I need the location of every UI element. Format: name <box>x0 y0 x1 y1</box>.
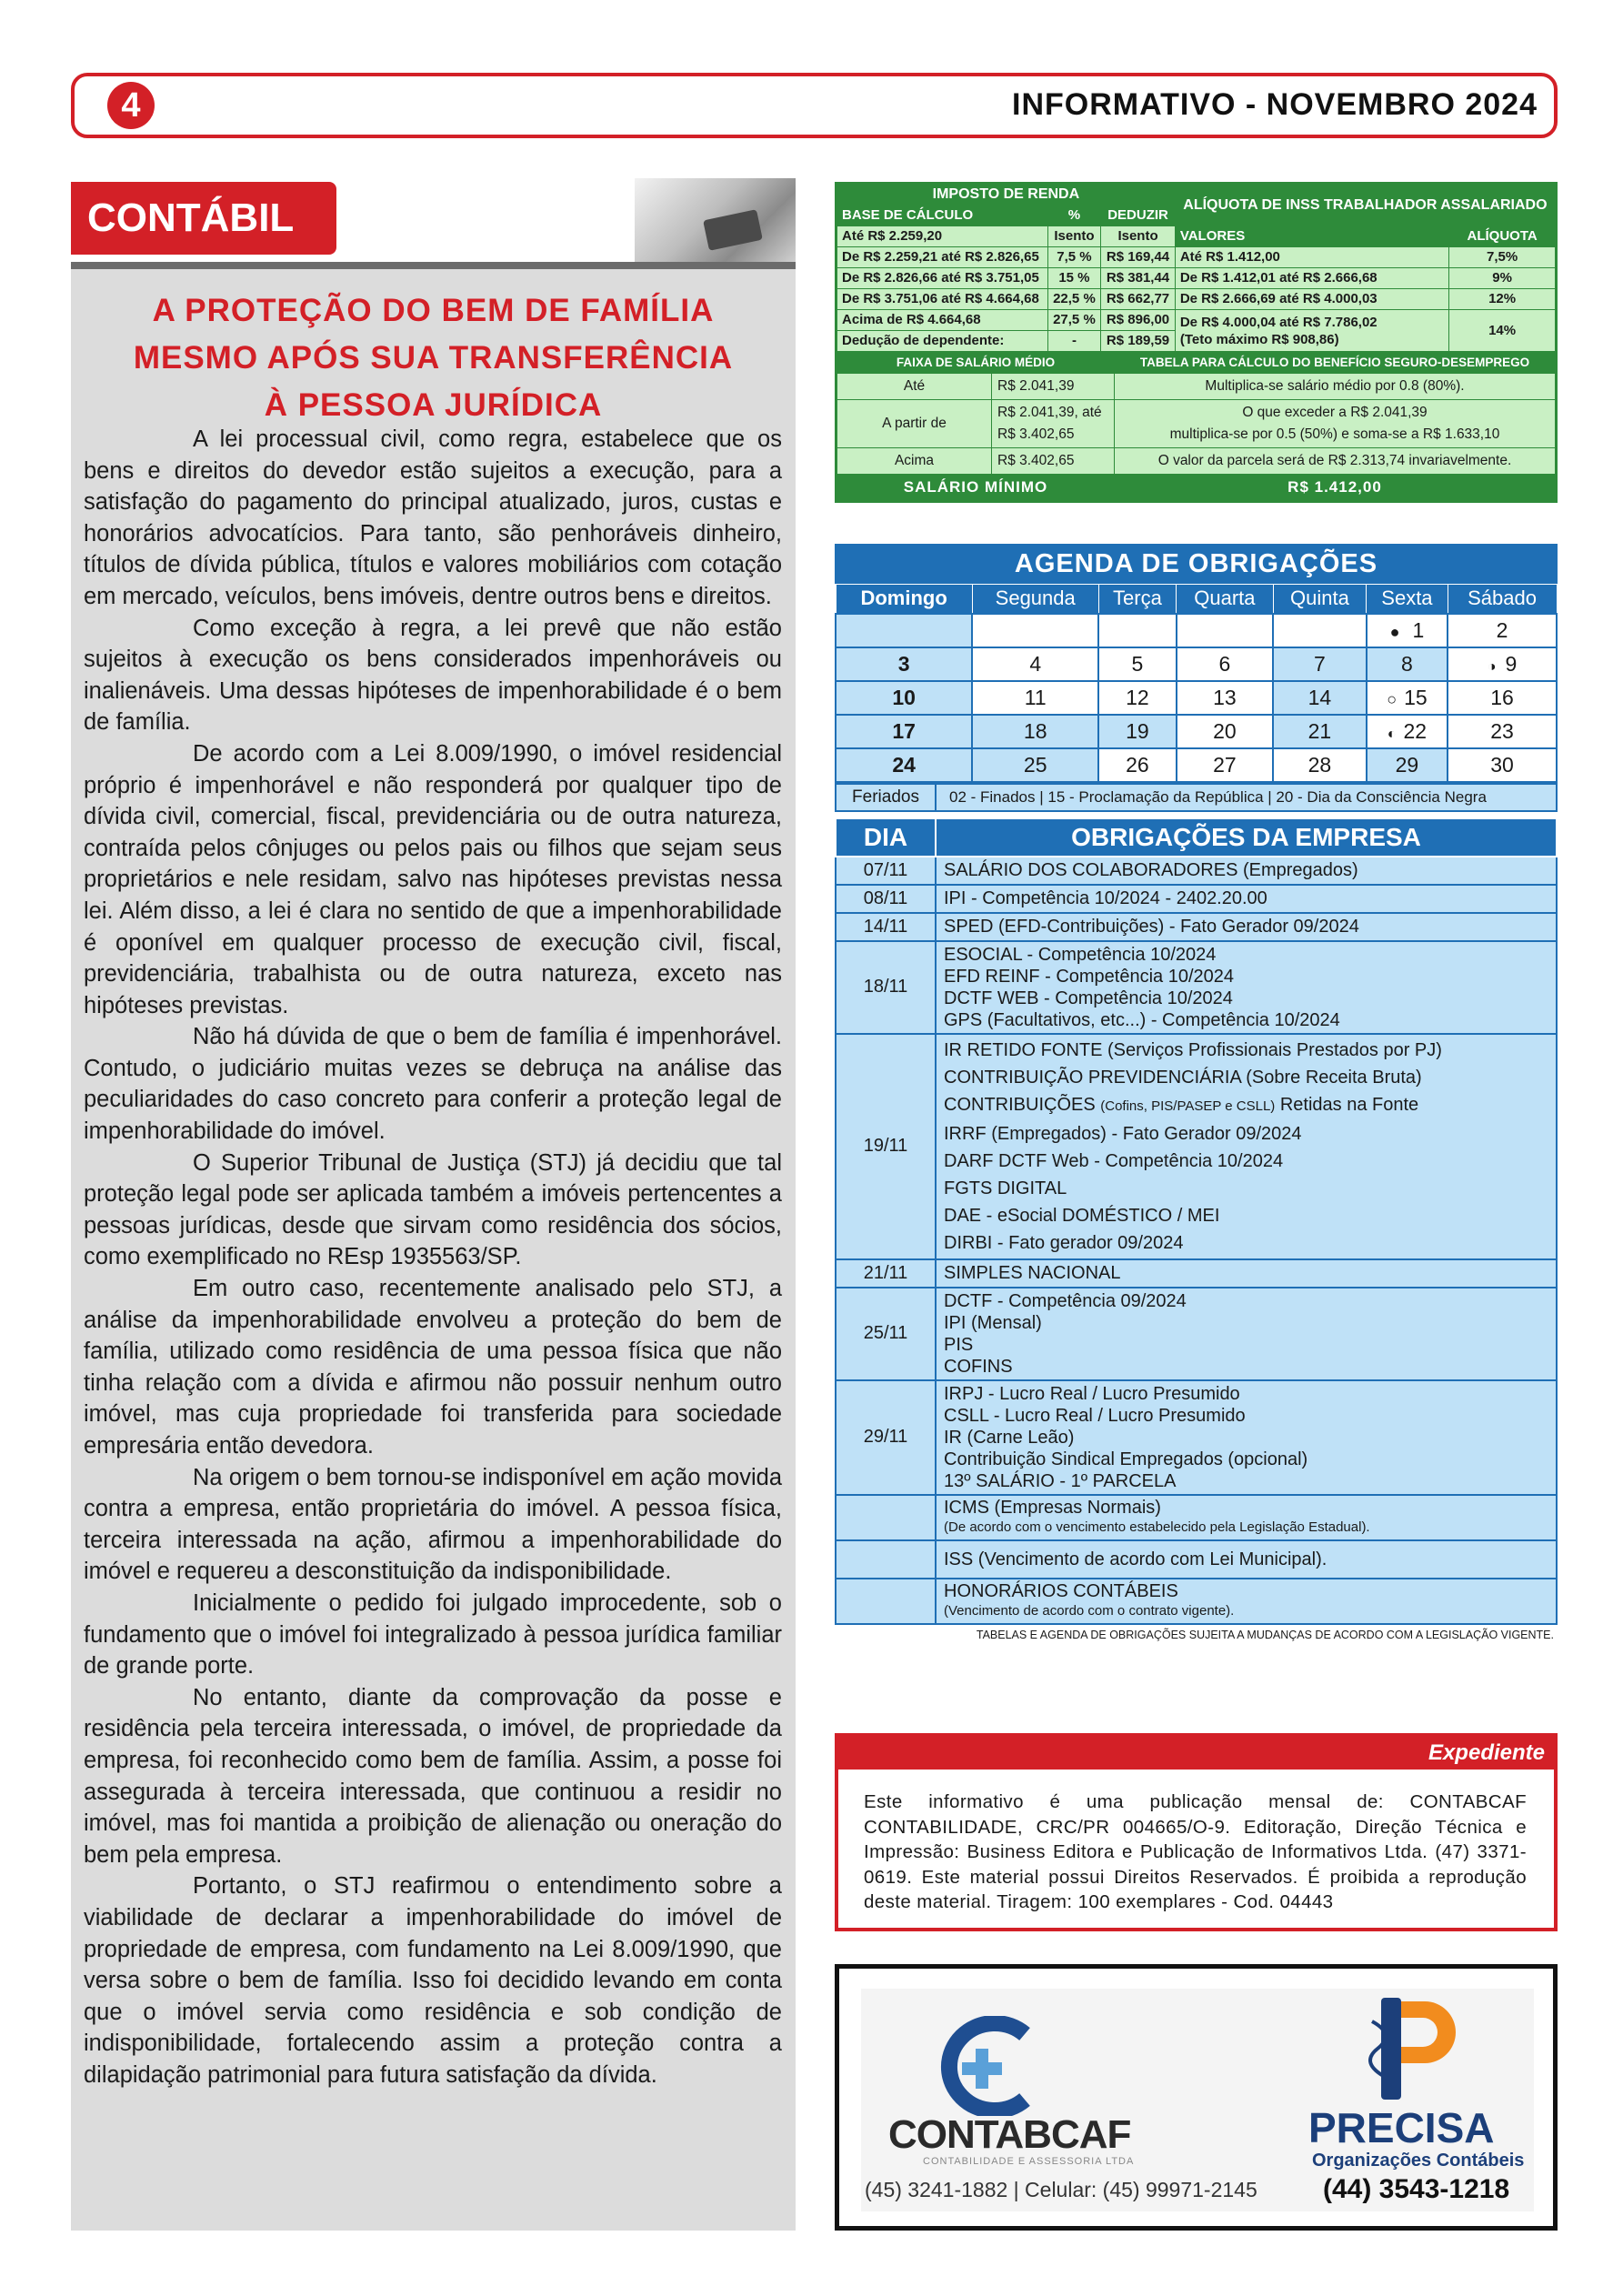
obligation-item: EFD REINF - Competência 10/2024 <box>944 966 1235 987</box>
calendar-day: 18 <box>972 715 1098 748</box>
ir-cell: 22,5 % <box>1047 289 1101 310</box>
ir-cell: R$ 169,44 <box>1101 247 1176 268</box>
obligation-item: GPS (Facultativos, etc...) - Competência 10/2024 <box>944 1009 1340 1030</box>
calendar-day: 10 <box>836 681 972 715</box>
obligation-date: 19/11 <box>836 1034 936 1259</box>
calculator-photo <box>635 178 796 266</box>
ir-col-ded: DEDUZIR <box>1101 206 1176 226</box>
calendar-day: 30 <box>1448 748 1557 782</box>
article-title-line: MESMO APÓS SUA TRANSFERÊNCIA <box>133 340 734 376</box>
article-paragraph: Na origem o bem tornou-se indisponível em ação movida contra a empresa, então proprietária do imóvel. A pessoa física, terceira interessada na ação, afirmou a impenhorabilidade do imóvel e requereu a desconstituição da indisponibilidade. <box>84 1464 782 1585</box>
calendar-day <box>1367 614 1448 647</box>
seguro-rule-line: multiplica-se por 0.5 (50%) e soma-se a R$ 1.633,10 <box>1169 426 1500 442</box>
obligation-items <box>936 941 1557 1034</box>
article-paragraph: A lei processual civil, como regra, estabelece que os bens e direitos do devedor estão sujeitos a execução, para a satisfação do pagamento do principal atualizado, juros, custas e honorários advocatícios. Para tanto, são penhoráveis dinheiro, títulos de dívida pública, títulos e valores mobiliários com cotação em mercado, veículos, bens imóveis, dentre outros bens e direitos. <box>84 426 782 609</box>
ir-col-base: BASE DE CÁLCULO <box>837 206 1048 226</box>
ir-cell: De R$ 2.259,21 até R$ 2.826,65 <box>837 247 1048 268</box>
calendar-day: 5 <box>1098 647 1176 681</box>
seguro-cell: Acima <box>837 448 992 475</box>
inss-title: ALÍQUOTA DE INSS TRABALHADOR ASSALARIADO <box>1175 185 1555 226</box>
precisa-logo-icon <box>1359 1994 1467 2103</box>
precisa-subtitle: Organizações Contábeis <box>1312 2151 1525 2171</box>
ir-cell: Até R$ 2.259,20 <box>837 226 1048 247</box>
calendar-day: 2 <box>1448 614 1557 647</box>
obligation-item: DCTF - Competência 09/2024 <box>944 1290 1187 1311</box>
calendar-day: 8 <box>1367 647 1448 681</box>
seguro-desemprego-table <box>837 352 1556 501</box>
inss-last-range: De R$ 4.000,04 até R$ 7.786,02 <box>1179 314 1378 330</box>
calendar-day-header: Quinta <box>1273 585 1367 614</box>
obligation-item: SALÁRIO DOS COLABORADORES (Empregados) <box>936 857 1557 885</box>
obligation-item-text: Retidas na Fonte <box>1279 1094 1419 1115</box>
article-title <box>71 287 796 429</box>
salario-minimo-label: SALÁRIO MÍNIMO <box>837 475 1115 501</box>
obligation-date: 25/11 <box>836 1288 936 1380</box>
seguro-cell: A partir de <box>837 400 992 448</box>
obligation-date: 07/11 <box>836 857 936 885</box>
obligation-date: 08/11 <box>836 885 936 913</box>
article-paragraph: Não há dúvida de que o bem de família é impenhorável. Contudo, o judiciário muitas vezes se debruça na análise das peculiaridades do caso concreto para conferir a proteção legal de impenhorabilidade do imóvel. <box>84 1024 782 1145</box>
obligation-item: IPI (Mensal) <box>944 1312 1042 1333</box>
calendar-day: 26 <box>1098 748 1176 782</box>
obligation-items <box>936 1495 1557 1540</box>
inss-cell: 12% <box>1449 289 1556 310</box>
article-paragraph: O Superior Tribunal de Justiça (STJ) já decidiu que tal proteção legal pode ser aplicada também a imóveis pertencentes a pessoas jurídicas, desde que sirvam como residência dos sócios, como exemplificado no REsp 1935563/SP. <box>84 1149 782 1270</box>
inss-ceiling: (Teto máximo R$ 908,86) <box>1179 331 1339 347</box>
calendar <box>835 584 1558 783</box>
seguro-cell <box>992 400 1115 448</box>
obligation-note: (Vencimento de acordo com o contrato vigente). <box>944 1602 1235 1619</box>
full-moon-icon: ● <box>1389 622 1400 641</box>
calendar-day <box>1098 614 1176 647</box>
ir-cell: - <box>1047 331 1101 352</box>
inss-cell: 9% <box>1449 268 1556 289</box>
logos-panel <box>861 1989 1534 2211</box>
seguro-cell <box>1115 400 1556 448</box>
new-moon-icon: ○ <box>1387 689 1398 708</box>
holidays-list: 02 - Finados | 15 - Proclamação da República | 20 - Dia da Consciência Negra <box>949 787 1487 806</box>
calendar-day: 17 <box>836 715 972 748</box>
seguro-cell: O valor da parcela será de R$ 2.313,74 invariavelmente. <box>1115 448 1556 475</box>
calendar-day <box>1367 681 1448 715</box>
ir-title: IMPOSTO DE RENDA <box>837 185 1176 206</box>
calendar-day-header: Terça <box>1098 585 1176 614</box>
article-paragraph: De acordo com a Lei 8.009/1990, o imóvel residencial próprio é impenhorável e não responderá por qualquer tipo de dívida civil, comercial, fiscal, previdenciária ou de outra natureza, contraída pelos cônjuges ou pelos pais ou filhos que sejam seus proprietários e nele residam, salvo nas hipóteses previstas nessa lei. Além disso, a lei é clara no sentido de que a impenhorabilidade é oponível em qualquer processo de execução civil, fiscal, previdenciária, trabalhista ou de outra natureza, exceto nas hipóteses previstas. <box>84 740 782 1018</box>
ir-cell: Acima de R$ 4.664,68 <box>837 310 1048 331</box>
seguro-col-tabela: TABELA PARA CÁLCULO DO BENEFÍCIO SEGURO-DESEMPREGO <box>1115 353 1556 374</box>
obligation-item: 13º SALÁRIO - 1º PARCELA <box>944 1470 1177 1491</box>
obligation-item: DAE - eSocial DOMÉSTICO / MEI <box>944 1205 1220 1226</box>
calendar-day: 28 <box>1273 748 1367 782</box>
obligations-table <box>835 817 1558 1625</box>
ir-cell: R$ 896,00 <box>1101 310 1176 331</box>
precisa-name: PRECISA <box>1308 2104 1495 2151</box>
article-paragraph: Como exceção à regra, a lei prevê que não estão sujeitos à execução os bens considerados impenhoráveis ou inalienáveis. Uma dessas hipóteses de impenhorabilidade é o bem de família. <box>84 615 782 736</box>
ir-cell: 7,5 % <box>1047 247 1101 268</box>
calendar-day-number: 1 <box>1412 617 1425 642</box>
calendar-day: 29 <box>1367 748 1448 782</box>
calendar-day: 14 <box>1273 681 1367 715</box>
seguro-cell: Multiplica-se salário médio por 0.8 (80%). <box>1115 374 1556 400</box>
calendar-day: 16 <box>1448 681 1557 715</box>
obligation-item: DCTF WEB - Competência 10/2024 <box>944 988 1233 1008</box>
obligation-item: IRRF (Empregados) - Fato Gerador 09/2024 <box>944 1123 1302 1144</box>
page-header <box>71 73 1558 138</box>
obligation-note: (De acordo com o vencimento estabelecido pela Legislação Estadual). <box>944 1519 1370 1535</box>
obligations-col-dia: DIA <box>836 818 936 857</box>
article-paragraph: No entanto, diante da comprovação da posse e residência pela terceira interessada, o imóvel, de propriedade da empresa, foi reconhecido como bem de família. Assim, a posse foi assegurada à terceira interessada, que continuou a residir no imóvel, mas foi mantida a proibição de alienação ou oneração do bem pela empresa. <box>84 1684 782 1868</box>
calendar-day: 20 <box>1177 715 1273 748</box>
inss-cell: Até R$ 1.412,00 <box>1175 247 1448 268</box>
ir-cell: R$ 189,59 <box>1101 331 1176 352</box>
obligation-item: CONTRIBUIÇÃO PREVIDENCIÁRIA (Sobre Receita Bruta) <box>944 1067 1422 1088</box>
obligation-item: FGTS DIGITAL <box>944 1178 1067 1198</box>
seguro-cell: R$ 2.041,39 <box>992 374 1115 400</box>
obligation-item: SIMPLES NACIONAL <box>936 1259 1557 1288</box>
ir-cell: De R$ 2.826,66 até R$ 3.751,05 <box>837 268 1048 289</box>
income-tax-inss-table <box>837 184 1556 352</box>
waning-moon-icon: ◑ <box>1487 658 1497 675</box>
salario-minimo-value: R$ 1.412,00 <box>1115 475 1556 501</box>
inss-cell: De R$ 1.412,01 até R$ 2.666,68 <box>1175 268 1448 289</box>
obligation-date: 18/11 <box>836 941 936 1034</box>
obligation-item-note: (Cofins, PIS/PASEP e CSLL) <box>1100 1098 1276 1114</box>
calendar-day-header: Sábado <box>1448 585 1557 614</box>
obligation-date <box>836 1579 936 1624</box>
calculator-icon <box>703 209 763 251</box>
inss-col-aliq: ALÍQUOTA <box>1449 226 1556 247</box>
obligation-item: ISS (Vencimento de acordo com Lei Municipal). <box>936 1540 1557 1579</box>
calendar-day-number: 15 <box>1404 685 1428 709</box>
holidays-row <box>835 783 1558 812</box>
calendar-day-header: Quarta <box>1177 585 1273 614</box>
article-title-line: A PROTEÇÃO DO BEM DE FAMÍLIA <box>152 293 715 328</box>
article-paragraph: Portanto, o STJ reafirmou o entendimento sobre a viabilidade de declarar a impenhorabilidade do imóvel de propriedade de empresa, com fundamento na Lei 8.009/1990, que versa sobre o bem de família. Isso foi decidido levando em conta que o imóvel servia como residência e sob condição de indisponibilidade, fortalecendo assim a proteção contra a dilapidação patrimonial para futura satisfação da dívida. <box>84 1873 782 2088</box>
obligation-item: DARF DCTF Web - Competência 10/2024 <box>944 1150 1284 1171</box>
obligation-item: IRPJ - Lucro Real / Lucro Presumido <box>944 1383 1240 1404</box>
calendar-day: 21 <box>1273 715 1367 748</box>
calendar-day-header: Sexta <box>1367 585 1448 614</box>
calendar-day: 11 <box>972 681 1098 715</box>
ir-cell: 15 % <box>1047 268 1101 289</box>
obligation-date: 21/11 <box>836 1259 936 1288</box>
seguro-cell: Até <box>837 374 992 400</box>
agenda-disclaimer: TABELAS E AGENDA DE OBRIGAÇÕES SUJEITA A MUDANÇAS DE ACORDO COM A LEGISLAÇÃO VIGENTE. <box>976 1628 1554 1641</box>
calendar-day: 23 <box>1448 715 1557 748</box>
ir-cell: De R$ 3.751,06 até R$ 4.664,68 <box>837 289 1048 310</box>
obligation-date <box>836 1540 936 1579</box>
holidays-label: Feriados <box>837 785 937 810</box>
calendar-day: 24 <box>836 748 972 782</box>
section-label: CONTÁBIL <box>71 182 336 255</box>
calendar-day: 4 <box>972 647 1098 681</box>
calendar-day: 7 <box>1273 647 1367 681</box>
article-title-line: À PESSOA JURÍDICA <box>264 387 603 423</box>
obligation-item: SPED (EFD-Contribuições) - Fato Gerador 09/2024 <box>936 913 1557 941</box>
contabcaf-logo-icon <box>925 2016 1043 2116</box>
section-divider <box>71 262 796 269</box>
inss-col-val: VALORES <box>1175 226 1448 247</box>
inss-cell: 7,5% <box>1449 247 1556 268</box>
article-paragraph: Inicialmente o pedido foi julgado improcedente, sob o fundamento que o imóvel foi integralizado à pessoa jurídica familiar de grande porte. <box>84 1589 782 1679</box>
calendar-day: 25 <box>972 748 1098 782</box>
seguro-range-to: R$ 3.402,65 <box>997 426 1075 442</box>
obligation-item: CSLL - Lucro Real / Lucro Presumido <box>944 1405 1246 1426</box>
obligation-item <box>944 1091 1548 1120</box>
article-body <box>84 424 782 2090</box>
calendar-day <box>1367 715 1448 748</box>
obligation-item: Contribuição Sindical Empregados (opcional) <box>944 1449 1308 1469</box>
contabcaf-phone: (45) 3241-1882 | Celular: (45) 99971-2145 <box>865 2178 1257 2201</box>
agenda <box>835 544 1558 1641</box>
obligation-date <box>836 1495 936 1540</box>
calendar-day-header: Domingo <box>836 585 972 614</box>
obligation-item: HONORÁRIOS CONTÁBEIS <box>944 1580 1178 1601</box>
ir-cell: Dedução de dependente: <box>837 331 1048 352</box>
seguro-range-from: R$ 2.041,39, até <box>997 405 1102 420</box>
obligation-item: DIRBI - Fato gerador 09/2024 <box>944 1232 1184 1253</box>
ir-cell: R$ 662,77 <box>1101 289 1176 310</box>
calendar-day <box>1448 647 1557 681</box>
inss-cell <box>1175 310 1448 352</box>
obligations-col-title: OBRIGAÇÕES DA EMPRESA <box>936 818 1557 857</box>
calendar-day <box>836 614 972 647</box>
obligation-date: 29/11 <box>836 1380 936 1495</box>
seguro-cell: R$ 3.402,65 <box>992 448 1115 475</box>
obligation-items <box>936 1288 1557 1380</box>
obligation-date: 14/11 <box>836 913 936 941</box>
article-paragraph: Em outro caso, recentemente analisado pelo STJ, a análise da impenhorabilidade envolveu a proteção do bem de família, utilizado como residência de uma pessoa física que não tinha relação com a dívida e afirmou não possuir nenhum outro imóvel, mas cuja propriedade foi transferida para sociedade empresária então devedora. <box>84 1276 782 1459</box>
obligation-items <box>936 1579 1557 1624</box>
ir-cell: 27,5 % <box>1047 310 1101 331</box>
obligation-item-text: CONTRIBUIÇÕES <box>944 1094 1096 1115</box>
ir-col-pct: % <box>1047 206 1101 226</box>
calendar-day-header: Segunda <box>972 585 1098 614</box>
seguro-rule-line: O que exceder a R$ 2.041,39 <box>1242 405 1428 420</box>
inss-cell: De R$ 2.666,69 até R$ 4.000,03 <box>1175 289 1448 310</box>
calendar-day: 19 <box>1098 715 1176 748</box>
calendar-day <box>1273 614 1367 647</box>
agenda-title: AGENDA DE OBRIGAÇÕES <box>835 544 1558 584</box>
calendar-day: 3 <box>836 647 972 681</box>
sponsor-logos <box>835 1964 1558 2231</box>
expediente-text: Este informativo é uma publicação mensal de: CONTABCAF CONTABILIDADE, CRC/PR 004665/O-9. Editoração, Direção Técnica e Impressão: Business Editora e Publicação de Informativos Ltda. (47) 3371-0619. Este material possui Direitos Reservados. É proibida a reprodução deste material. Tiragem: 100 exemplares - Cod. 04443 <box>864 1791 1527 1912</box>
obligation-item: ESOCIAL - Competência 10/2024 <box>944 944 1217 965</box>
ir-cell: Isento <box>1101 226 1176 247</box>
contabcaf-subtitle: CONTABILIDADE E ASSESSORIA LTDA <box>923 2156 1135 2167</box>
calendar-day-number: 22 <box>1403 718 1428 743</box>
section-header <box>71 178 796 269</box>
waxing-moon-icon: ◐ <box>1387 726 1397 742</box>
calendar-day: 6 <box>1177 647 1273 681</box>
precisa-phone: (44) 3543-1218 <box>1323 2174 1510 2204</box>
calendar-day: 27 <box>1177 748 1273 782</box>
expediente-title: Expediente <box>838 1737 1554 1770</box>
seguro-col-faixa: FAIXA DE SALÁRIO MÉDIO <box>837 353 1115 374</box>
tax-tables <box>835 182 1558 503</box>
obligation-items <box>936 1380 1557 1495</box>
obligation-item: IR RETIDO FONTE (Serviços Profissionais Prestados por PJ) <box>944 1039 1442 1060</box>
obligation-item: IR (Carne Leão) <box>944 1427 1075 1448</box>
ir-cell: Isento <box>1047 226 1101 247</box>
calendar-day: 13 <box>1177 681 1273 715</box>
calendar-day <box>1177 614 1273 647</box>
expediente-box <box>835 1733 1558 1931</box>
calendar-day-number: 9 <box>1505 651 1518 676</box>
contabcaf-name: CONTABCAF <box>888 2112 1131 2157</box>
obligation-items <box>936 1034 1557 1259</box>
obligation-item: ICMS (Empresas Normais) <box>944 1497 1161 1518</box>
page-number: 4 <box>107 82 155 129</box>
ir-cell: R$ 381,44 <box>1101 268 1176 289</box>
calendar-day <box>972 614 1098 647</box>
inss-cell: 14% <box>1449 310 1556 352</box>
newsletter-title: INFORMATIVO - NOVEMBRO 2024 <box>1012 87 1538 122</box>
obligation-item: PIS <box>944 1334 974 1355</box>
obligation-item: IPI - Competência 10/2024 - 2402.20.00 <box>936 885 1557 913</box>
article-column <box>71 178 796 2231</box>
calendar-day: 12 <box>1098 681 1176 715</box>
obligation-item: COFINS <box>944 1356 1013 1377</box>
